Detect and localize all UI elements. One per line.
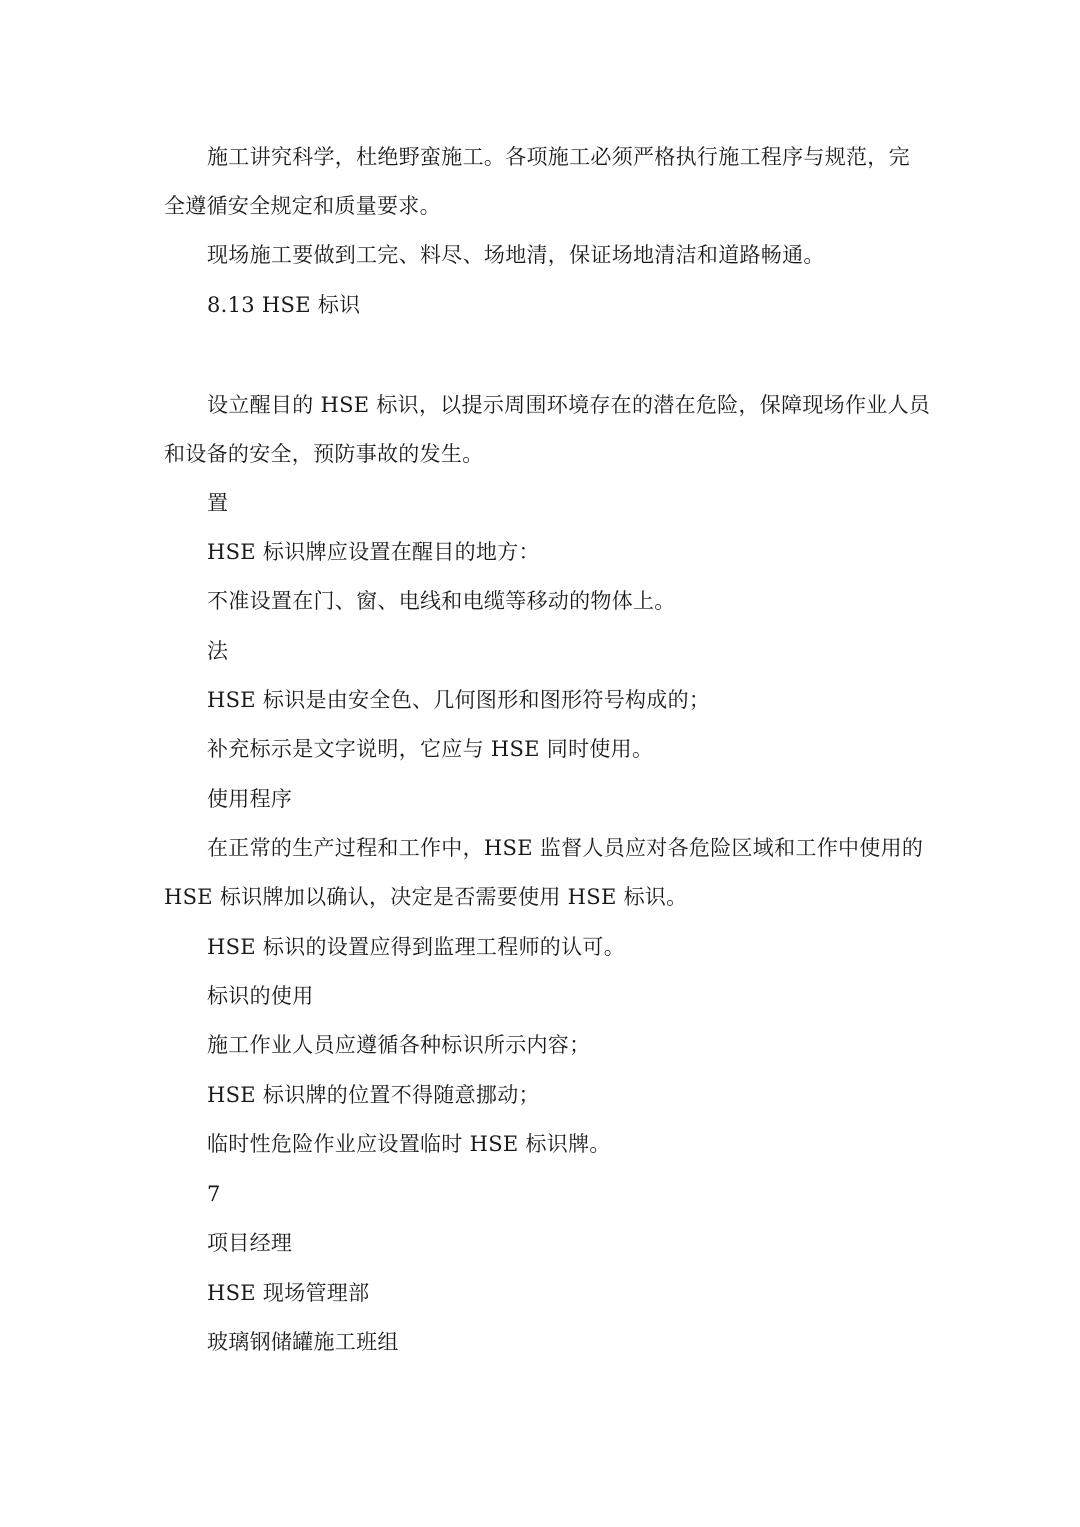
paragraph-placement-2: 不准设置在门、窗、电线和电缆等移动的物体上。 [207, 589, 676, 613]
paragraph-site-cleanliness: 现场施工要做到工完、料尽、场地清，保证场地清洁和道路畅通。 [207, 243, 825, 267]
subheading-method: 法 [207, 639, 229, 663]
org-frp-tank-crew: 玻璃钢储罐施工班组 [207, 1330, 399, 1354]
paragraph-hse-purpose-line1: 设立醒目的 HSE 标识，以提示周围环境存在的潜在危险，保障现场作业人员 [207, 393, 931, 417]
org-project-manager: 项目经理 [207, 1231, 293, 1255]
paragraph-usage-1: 施工作业人员应遵循各种标识所示内容； [207, 1033, 591, 1057]
subheading-placement: 置 [207, 491, 229, 515]
subheading-usage: 标识的使用 [207, 984, 314, 1008]
paragraph-method-1: HSE 标识是由安全色、几何图形和图形符号构成的； [207, 688, 711, 712]
paragraph-placement-1: HSE 标识牌应设置在醒目的地方： [207, 540, 540, 564]
paragraph-procedure-1-line1: 在正常的生产过程和工作中，HSE 监督人员应对各危险区域和工作中使用的 [207, 836, 924, 860]
item-number-7: 7 [207, 1182, 221, 1206]
paragraph-procedure-2: HSE 标识的设置应得到监理工程师的认可。 [207, 935, 626, 959]
paragraph-method-2: 补充标示是文字说明，它应与 HSE 同时使用。 [207, 737, 654, 761]
paragraph-construction-science-line2: 全遵循安全规定和质量要求。 [164, 194, 441, 218]
subheading-procedure: 使用程序 [207, 787, 293, 811]
paragraph-usage-2: HSE 标识牌的位置不得随意挪动； [207, 1083, 540, 1107]
paragraph-procedure-1-line2: HSE 标识牌加以确认，决定是否需要使用 HSE 标识。 [164, 885, 688, 909]
paragraph-usage-3: 临时性危险作业应设置临时 HSE 标识牌。 [207, 1132, 611, 1156]
org-hse-site-management: HSE 现场管理部 [207, 1281, 370, 1305]
paragraph-construction-science-line1: 施工讲究科学，杜绝野蛮施工。各项施工必须严格执行施工程序与规范，完 [207, 145, 910, 169]
paragraph-hse-purpose-line2: 和设备的安全，预防事故的发生。 [164, 442, 484, 466]
section-heading-hse-signs: 8.13 HSE 标识 [207, 293, 361, 317]
